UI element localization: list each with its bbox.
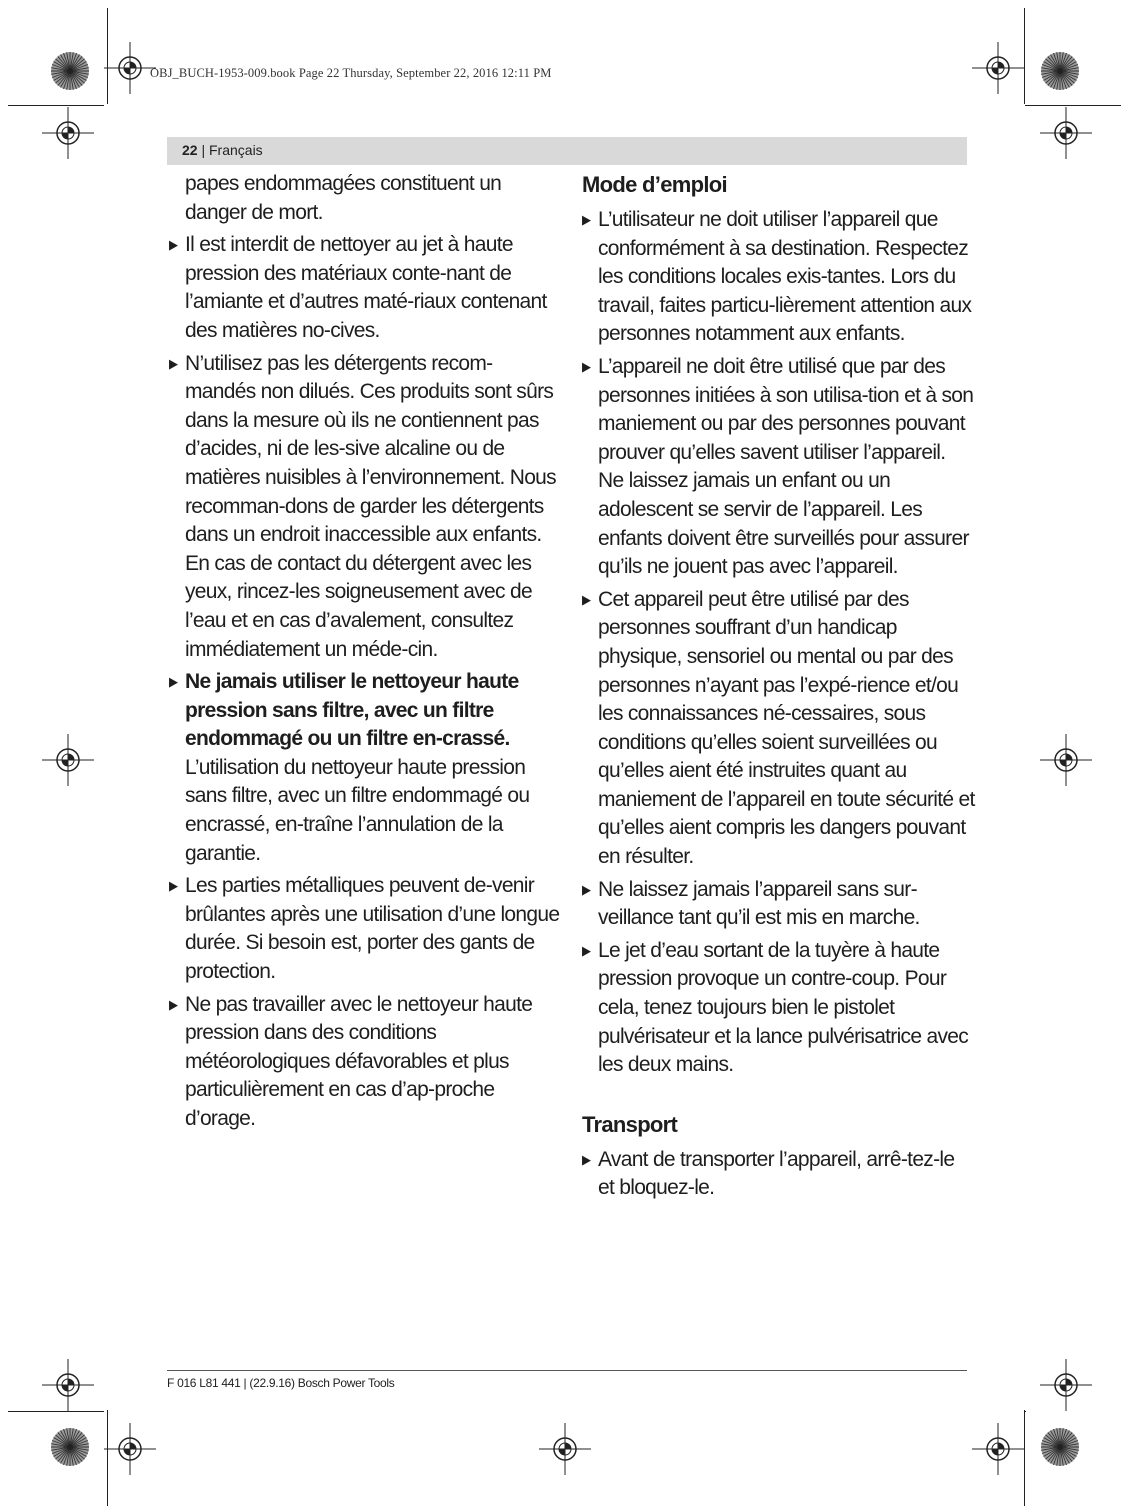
color-wheel-icon	[1040, 1427, 1080, 1467]
registration-mark-icon	[104, 42, 156, 94]
registration-mark-icon	[104, 1423, 156, 1475]
bullet-marker-icon: ▶	[169, 996, 178, 1012]
list-item	[169, 668, 560, 868]
registration-mark-icon	[1040, 734, 1092, 786]
list-item	[582, 586, 975, 872]
list-item-text: Cet appareil peut être utilisé par des personnes souffrant d’un handicap physique, sensoriel ou mental ou par des personnes n’ayant pas l’expé-rience et/ou les connaissances né-cessaires, sous conditions qu’elles soient surveillées ou qu’elles aient été instruites quant au maniement de l’appareil en toute sécurité et qu’elles aient compris les dangers pouvant en résulter.	[598, 587, 975, 869]
crop-line	[1024, 1410, 1025, 1506]
bullet-marker-icon: ▶	[169, 878, 178, 894]
list-item	[169, 350, 560, 665]
list-item-text: L’utilisateur ne doit utiliser l’appareil que conformément à sa destination. Respectez les conditions locales exis-tantes. Lors du travail, faites particu-lièrement attention aux personnes notamment aux enfants.	[598, 208, 972, 346]
page-number: 22	[182, 142, 198, 158]
color-wheel-icon	[50, 51, 90, 91]
registration-mark-icon	[972, 42, 1024, 94]
list-item-text: Ne laissez jamais l’appareil sans sur-veillance tant qu’il est mis en marche.	[598, 877, 920, 930]
bullet-marker-icon: ▶	[582, 1151, 591, 1167]
list-item-text: Le jet d’eau sortant de la tuyère à haute pression provoque un contre-coup. Pour cela, tenez toujours bien le pistolet pulvérisateur et la lance pulvérisatrice avec les deux mains.	[598, 938, 969, 1077]
bullet-marker-icon: ▶	[169, 355, 178, 371]
list-item	[582, 876, 975, 933]
right-column	[582, 170, 975, 1207]
footer-rule	[167, 1370, 967, 1371]
registration-mark-icon	[539, 1423, 591, 1475]
list-item-text: Les parties métalliques peuvent de-venir brûlantes après une utilisation d’une longue durée. Si besoin est, porter des gants de protection.	[185, 874, 560, 984]
crop-line	[1025, 105, 1121, 106]
registration-mark-icon	[42, 1359, 94, 1411]
footer-text: F 016 L81 441 | (22.9.16) Bosch Power Tools	[167, 1376, 395, 1390]
intro-paragraph: papes endommagées constituent un danger de mort.	[185, 172, 502, 224]
bullet-marker-icon: ▶	[169, 674, 178, 690]
list-item	[169, 872, 560, 986]
book-info-line: OBJ_BUCH-1953-009.book Page 22 Thursday, September 22, 2016 12:11 PM	[150, 66, 552, 80]
registration-mark-icon	[42, 107, 94, 159]
bullet-marker-icon: ▶	[169, 237, 178, 253]
bullet-marker-icon: ▶	[582, 212, 591, 227]
list-item	[582, 353, 975, 582]
bullet-marker-icon: ▶	[582, 358, 591, 374]
list-item-text: L’appareil ne doit être utilisé que par des personnes initiées à son utilisa-tion et à son maniement ou par des personnes pouvant prouver qu’elles savent utiliser l’appareil. Ne laissez jamais un enfant ou un adolescent se servir de l’appareil. Les enfants doivent être surveillés pour assurer qu’ils ne jouent pas avec l’appareil.	[598, 354, 974, 579]
section-title: Français	[209, 142, 263, 158]
color-wheel-icon	[50, 1427, 90, 1467]
color-wheel-icon	[1040, 51, 1080, 91]
list-item	[169, 991, 560, 1134]
list-item-text: L’utilisation du nettoyeur haute pression sans filtre, avec un filtre endommagé ou encrassé, en-traîne l’annulation de la garantie.	[185, 755, 530, 865]
left-column	[169, 170, 560, 1138]
registration-mark-icon	[972, 1423, 1024, 1475]
section-spacer	[582, 1084, 975, 1110]
list-item	[582, 206, 975, 349]
header-text	[182, 142, 263, 158]
crop-line	[8, 105, 104, 106]
list-item-text: N’utilisez pas les détergents recom-mandés non dilués. Ces produits sont sûrs dans la mesure où ils ne contiennent pas d’acides, ni de les-sive alcaline ou de matières nuisibles à l’environnement. Nous recomman-dons de garder les détergents dans un endroit inaccessible aux enfants. En cas de contact du détergent avec les yeux, rincez-les soigneusement avec de l’eau et en cas d’avalement, consultez immédiatement un méde-cin.	[185, 351, 556, 661]
registration-mark-icon	[42, 734, 94, 786]
list-item	[169, 231, 560, 345]
page-header	[167, 137, 967, 165]
list-item-text: Avant de transporter l’appareil, arrê-tez-le et bloquez-le.	[598, 1147, 955, 1200]
list-item-bold-text: Ne jamais utiliser le nettoyeur haute pression sans filtre, avec un filtre endommagé ou un filtre en-crassé.	[185, 670, 519, 751]
section-heading-usage: Mode d’emploi	[582, 172, 727, 197]
list-item-text: Ne pas travailler avec le nettoyeur haute pression dans des conditions météorologiques défavorables et plus particulièrement en cas d’ap-proche d’orage.	[185, 992, 533, 1130]
bullet-marker-icon: ▶	[582, 591, 591, 607]
section-heading-transport: Transport	[582, 1111, 678, 1137]
list-item	[582, 1146, 975, 1203]
bullet-marker-icon: ▶	[582, 942, 591, 958]
registration-mark-icon	[1040, 1359, 1092, 1411]
bullet-marker-icon: ▶	[582, 881, 591, 897]
crop-line	[1025, 1411, 1026, 1412]
registration-mark-icon	[1040, 107, 1092, 159]
list-item-text: Il est interdit de nettoyer au jet à haute pression des matériaux conte-nant de l’amiante et d’autres maté-riaux contenant des matières no-cives.	[185, 233, 547, 342]
crop-line	[1024, 8, 1025, 104]
header-separator: |	[197, 142, 209, 158]
crop-line	[8, 1411, 104, 1412]
list-item	[582, 937, 975, 1080]
